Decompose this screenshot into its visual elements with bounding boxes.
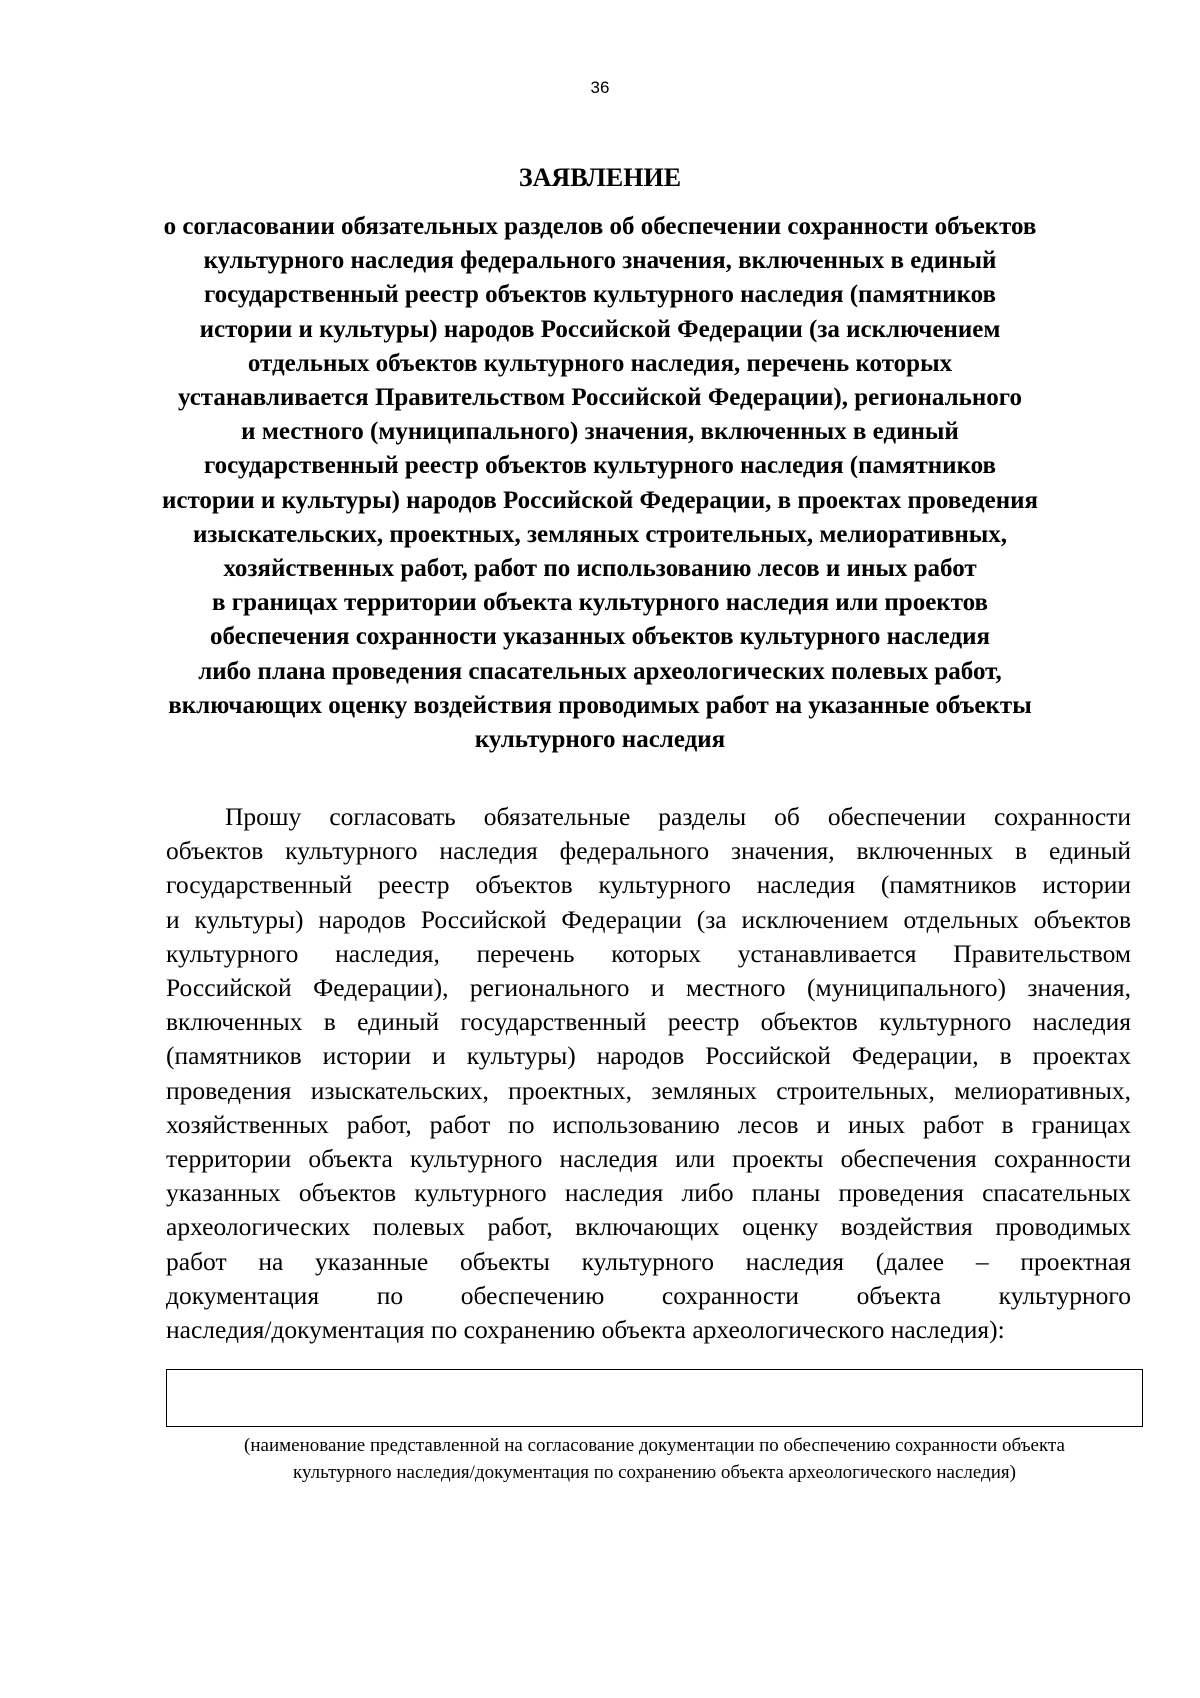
body-line: и культуры) народов Российской Федерации (за исключением отдельных объектов — [166, 904, 1131, 934]
body-line: работ на указанные объекты культурного наследия (далее – проектная — [166, 1246, 1131, 1276]
document-title: ЗАЯВЛЕНИЕ — [518, 163, 682, 192]
body-line: хозяйственных работ, работ по использованию лесов и иных работ в границах — [166, 1109, 1131, 1139]
body-line: объектов культурного наследия федерального значения, включенных в единый — [166, 836, 1131, 866]
body-line: указанных объектов культурного наследия либо планы проведения спасательных — [166, 1178, 1131, 1208]
subtitle-line: и местного (муниципального) значения, включенных в единый — [241, 418, 959, 446]
documentation-name-field[interactable] — [166, 1369, 1143, 1427]
body-line: включенных в единый государственный реестр объектов культурного наследия — [166, 1007, 1131, 1037]
subtitle-line: изыскательских, проектных, земляных строительных, мелиоративных, — [192, 520, 1008, 548]
subtitle-line: устанавливается Правительством Российской Федерации), регионального — [177, 384, 1023, 412]
subtitle-line: хозяйственных работ, работ по использованию лесов и иных работ — [223, 555, 977, 583]
subtitle-line: культурного наследия — [474, 726, 726, 754]
body-line: государственный реестр объектов культурного наследия (памятников истории — [166, 870, 1131, 900]
subtitle-line: в границах территории объекта культурного наследия или проектов — [211, 589, 989, 617]
subtitle-line: государственный реестр объектов культурного наследия (памятников — [203, 281, 997, 309]
subtitle-line: истории и культуры) народов Российской Федерации (за исключением — [199, 315, 1001, 343]
body-line: (памятников истории и культуры) народов Российской Федерации, в проектах — [166, 1041, 1131, 1071]
subtitle-line: обеспечения сохранности указанных объектов культурного наследия — [209, 623, 991, 651]
caption-line: культурного наследия/документация по сохранению объекта археологического наследия) — [293, 1462, 1016, 1483]
body-line: Прошу согласовать обязательные разделы об обеспечении сохранности — [225, 802, 1131, 831]
subtitle-line: отдельных объектов культурного наследия, перечень которых — [247, 349, 953, 377]
caption-line: (наименование представленной на согласование документации по обеспечению сохранности объекта — [244, 1435, 1065, 1456]
body-line: Российской Федерации), регионального и местного (муниципального) значения, — [166, 973, 1131, 1003]
field-caption — [166, 1432, 1143, 1486]
subtitle-line: истории и культуры) народов Российской Федерации, в проектах проведения — [161, 486, 1039, 514]
subtitle-line: государственный реестр объектов культурного наследия (памятников — [203, 452, 997, 480]
body-line: археологических полевых работ, включающих оценку воздействия проводимых — [166, 1212, 1131, 1242]
body-line: наследия/документация по сохранению объекта археологического наследия): — [166, 1315, 1005, 1345]
subtitle-line: о согласовании обязательных разделов об обеспечении сохранности объектов — [163, 213, 1037, 240]
body-line: территории объекта культурного наследия или проекты обеспечения сохранности — [166, 1144, 1131, 1174]
subtitle-line: культурного наследия федерального значения, включенных в единый — [203, 247, 997, 275]
page-number: 36 — [590, 78, 610, 97]
subtitle-line: либо плана проведения спасательных археологических полевых работ, — [198, 657, 1002, 685]
body-line: документация по обеспечению сохранности объекта культурного — [166, 1280, 1131, 1310]
document-subtitle — [150, 210, 1050, 757]
request-paragraph — [166, 800, 1131, 1347]
body-line: проведения изыскательских, проектных, земляных строительных, мелиоративных, — [166, 1075, 1131, 1105]
subtitle-line: включающих оценку воздействия проводимых работ на указанные объекты — [168, 691, 1032, 719]
body-line: культурного наследия, перечень которых устанавливается Правительством — [166, 938, 1131, 968]
